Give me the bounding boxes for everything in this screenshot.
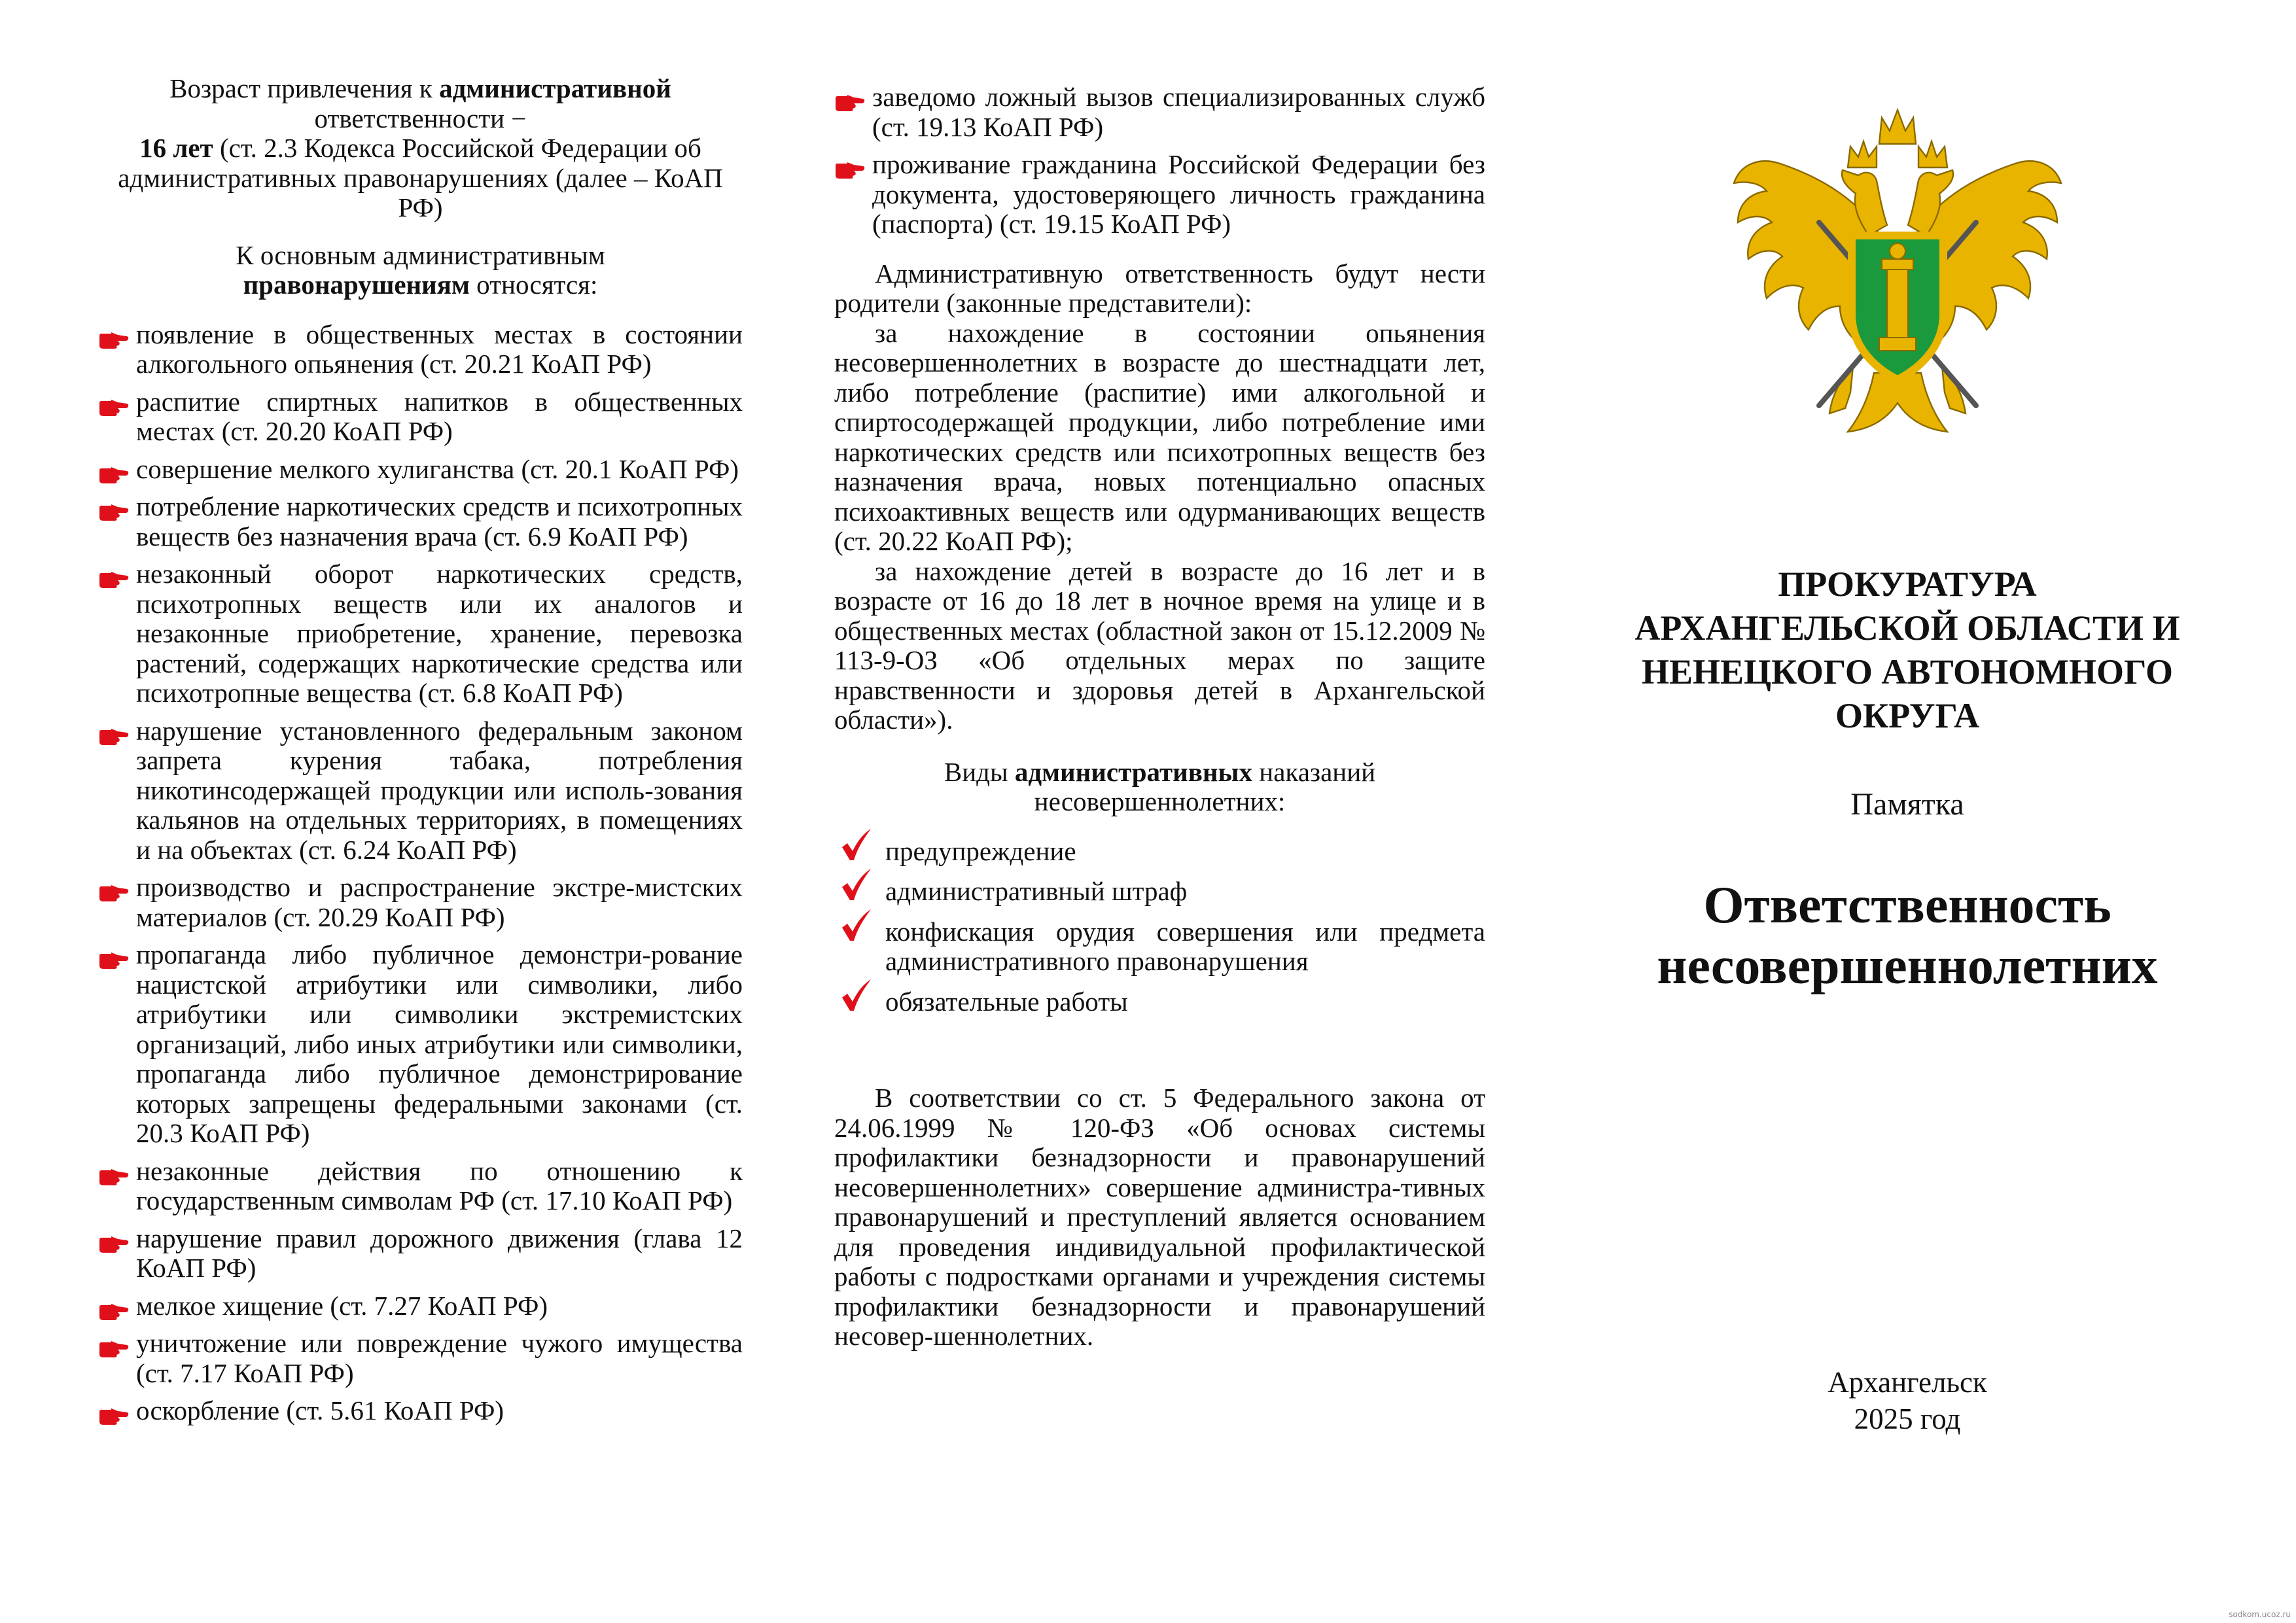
org-line: НЕНЕЦКОГО АВТОНОМНОГО: [1642, 652, 2173, 691]
intro-bold: административной: [439, 73, 671, 103]
pointing-hand-bullet-icon: [98, 498, 130, 515]
list-item: [834, 877, 1485, 907]
list-item: [98, 1224, 743, 1283]
list-item-text: нарушение правил дорожного движения (глава 12 КоАП РФ): [136, 1223, 743, 1283]
list-item: [98, 387, 743, 447]
list-item-text: распитие спиртных напитков в общественных местах (ст. 20.20 КоАП РФ): [136, 386, 743, 446]
list-item: [834, 987, 1485, 1017]
list-item: [98, 455, 743, 485]
intro-text: Возраст привлечения к: [169, 73, 440, 103]
list-item: [834, 917, 1485, 977]
city: Архангельск: [1828, 1366, 1987, 1399]
pointing-hand-bullet-icon: [98, 326, 130, 343]
list-item-text: конфискация орудия совершения или предмета административного правонарушения: [885, 916, 1485, 976]
list-item-text: мелкое хищение (ст. 7.27 КоАП РФ): [136, 1290, 548, 1321]
list-item: [98, 1291, 743, 1321]
pointing-hand-bullet-icon: [98, 879, 130, 896]
list-item-text: незаконный оборот наркотических средств, психотропных веществ или их аналогов и незаконные приобретение, хранение, перевозка растений, содержащих наркотические средства или психотропные вещества (ст. 6.8 КоАП РФ): [136, 559, 743, 708]
pointing-hand-bullet-icon: [98, 565, 130, 582]
prosecutor-emblem-icon: [1727, 105, 2068, 458]
punishments-heading-tail: наказаний: [1252, 756, 1376, 787]
document-title: [1583, 875, 2231, 997]
list-item: [98, 873, 743, 932]
list-item: [98, 716, 743, 865]
pointing-hand-bullet-icon: [98, 722, 130, 739]
list-item: [834, 82, 1485, 142]
parents-intro: Административную ответственность будут нести родители (законные представители):: [834, 258, 1485, 318]
year: 2025 год: [1854, 1403, 1961, 1435]
pointing-hand-bullet-icon: [98, 1230, 130, 1247]
age-value: 16 лет: [139, 133, 213, 163]
list-item: [98, 1329, 743, 1388]
middle-column: [834, 0, 1485, 1352]
list-item: [98, 492, 743, 551]
parents-case-1: за нахождение в состоянии опьянения несовершеннолетних в возрасте до шестнадцати лет, либо потребление (распитие) ими алкогольной и спиртосодержащей продукции, либо потребление ими наркотических средств или психотропных веществ без назначения врача, новых потенциально опасных психоактивных веществ или одурманивающих веществ (ст. 20.22 КоАП РФ);: [834, 317, 1485, 556]
list-item-text: производство и распространение экстре-мистских материалов (ст. 20.29 КоАП РФ): [136, 872, 743, 932]
closing-paragraph: В соответствии со ст. 5 Федерального закона от 24.06.1999 № 120-ФЗ «Об основах системы профилактики безнадзорности и правонарушений несовершеннолетних» совершение администра-тивных правонарушений и преступлений является основанием для проведения индивидуальной профилактической работы с подростками органами и учреждения системы профилактики безнадзорности и правонарушений несовер-шеннолетних.: [834, 1083, 1485, 1351]
pointing-hand-bullet-icon: [98, 1162, 130, 1179]
offenses-heading-text: К основным административным: [236, 239, 605, 270]
list-item: [98, 940, 743, 1149]
org-line: ОКРУГА: [1835, 696, 1979, 735]
list-item-text: нарушение установленного федеральным законом запрета курения табака, потребления никотинсодержащей продукции или исполь-зования кальянов на отдельных территориях, в помещениях и на объектах (ст. 6.24 КоАП РФ): [136, 715, 743, 865]
list-item-text: уничтожение или повреждение чужого имущества (ст. 7.17 КоАП РФ): [136, 1328, 743, 1388]
place-and-year: [1583, 1364, 2231, 1437]
offenses-heading-tail: относятся:: [469, 270, 598, 300]
title-line: несовершеннолетних: [1657, 937, 2158, 995]
age-rest: (ст. 2.3 Кодекса Российской Федерации об административных правонарушениях (далее – КоАП РФ): [118, 133, 723, 222]
pointing-hand-bullet-icon: [98, 1335, 130, 1352]
list-item-text: пропаганда либо публичное демонстри-рование нацистской атрибутики или символики, либо атрибутики или символики экстремистских организаций, либо иных атрибутики или символики, пропаганда либо публичное демонстрирование которых запрещены федеральными законами (ст. 20.3 КоАП РФ): [136, 939, 743, 1148]
list-item-text: появление в общественных местах в состоянии алкогольного опьянения (ст. 20.21 КоАП РФ): [136, 319, 743, 379]
list-item: [98, 320, 743, 379]
watermark: sodkom.ucoz.ru: [2229, 1610, 2291, 1619]
punishments-heading-line2: несовершеннолетних:: [1034, 786, 1286, 816]
list-item-text: совершение мелкого хулиганства (ст. 20.1 КоАП РФ): [136, 453, 739, 484]
pointing-hand-bullet-icon: [98, 1402, 130, 1419]
punishments-list: [834, 837, 1485, 1017]
list-item: [834, 837, 1485, 867]
pointing-hand-bullet-icon: [834, 156, 866, 173]
title-line: Ответственность: [1703, 877, 2111, 934]
checkmark-icon: [841, 908, 872, 942]
age-intro: [98, 74, 743, 223]
list-item-text: оскорбление (ст. 5.61 КоАП РФ): [136, 1395, 504, 1425]
offenses-heading: [98, 241, 743, 300]
pointing-hand-bullet-icon: [98, 461, 130, 478]
punishments-heading-bold: административных: [1014, 756, 1252, 787]
list-item-text: проживание гражданина Российской Федерации без документа, удостоверяющего личность гражданина (паспорта) (ст. 19.15 КоАП РФ): [872, 149, 1485, 239]
org-line: АРХАНГЕЛЬСКОЙ ОБЛАСТИ И: [1634, 608, 2180, 648]
list-item-text: незаконные действия по отношению к государственным символам РФ (ст. 17.10 КоАП РФ): [136, 1155, 743, 1215]
punishments-heading-text: Виды: [944, 756, 1015, 787]
pointing-hand-bullet-icon: [98, 393, 130, 410]
list-item-text: предупреждение: [885, 835, 1076, 866]
list-item-text: заведомо ложный вызов специализированных служб (ст. 19.13 КоАП РФ): [872, 82, 1485, 142]
pointing-hand-bullet-icon: [98, 1297, 130, 1314]
checkmark-icon: [841, 867, 872, 901]
pointing-hand-bullet-icon: [98, 946, 130, 963]
org-line: ПРОКУРАТУРА: [1778, 565, 2037, 604]
parents-case-2: за нахождение детей в возрасте до 16 лет и в возрасте от 16 до 18 лет в ночное время на улице и в общественных местах (областной закон от 15.12.2009 № 113-9-ОЗ «Об отдельных мерах по защите нравственности и здоровья детей в Архангельской области»).: [834, 555, 1485, 735]
offenses-heading-bold: правонарушениям: [243, 270, 470, 300]
checkmark-icon: [841, 978, 872, 1012]
list-item: [98, 559, 743, 708]
list-item: [834, 150, 1485, 239]
list-item-text: обязательные работы: [885, 986, 1128, 1017]
memo-label: Памятка: [1850, 787, 1964, 822]
organization-name: [1583, 563, 2231, 738]
list-item: [98, 1396, 743, 1426]
intro-text-2: ответственности −: [314, 103, 527, 133]
list-item-text: потребление наркотических средств и психотропных веществ без назначения врача (ст. 6.9 КоАП РФ): [136, 491, 743, 551]
offenses-list: [98, 320, 743, 1426]
punishments-heading: [834, 758, 1485, 817]
offenses-continued-list: [834, 82, 1485, 239]
list-item: [98, 1157, 743, 1216]
checkmark-icon: [841, 828, 872, 862]
list-item-text: административный штраф: [885, 876, 1188, 906]
left-column: [98, 0, 743, 1434]
pointing-hand-bullet-icon: [834, 88, 866, 105]
